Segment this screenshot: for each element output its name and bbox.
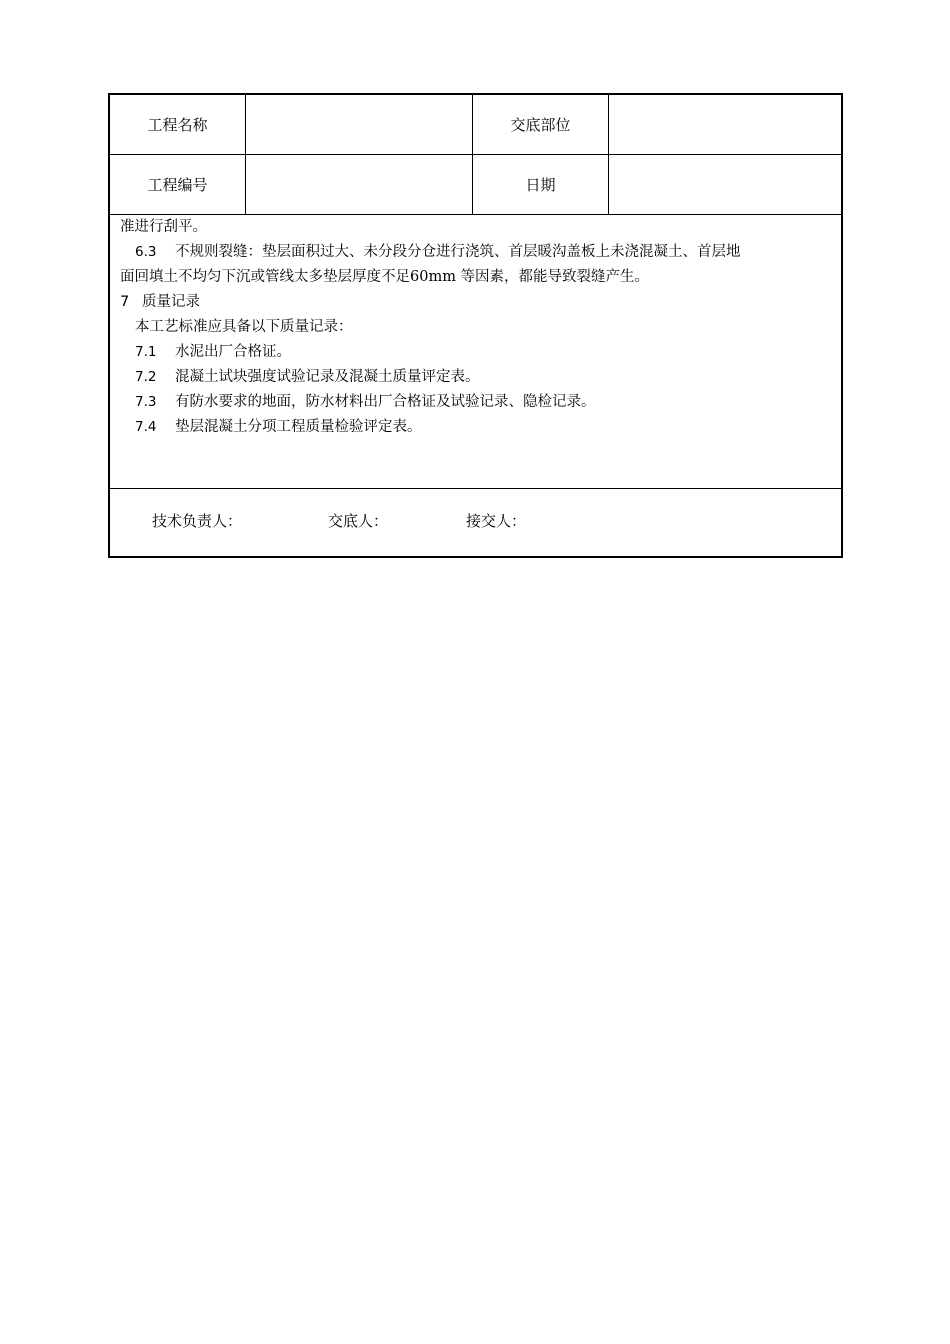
item-text: 不规则裂缝：垫层面积过大、未分段分仓进行浇筑、首层暖沟盖板上未浇混凝土、首层地 — [175, 244, 741, 260]
item-number: 7.3 — [135, 394, 157, 410]
list-item — [120, 365, 833, 390]
disclosure-form — [108, 93, 843, 558]
project-name-field[interactable] — [246, 95, 473, 154]
item-number: 6.3 — [135, 244, 157, 260]
content-line: 准进行刮平。 — [120, 219, 207, 235]
presenter-signature[interactable]: 交底人： — [328, 512, 389, 530]
item-text: 有防水要求的地面，防水材料出厂合格证及试验记录、隐检记录。 — [175, 394, 596, 410]
header-row-1 — [110, 95, 841, 155]
item-number: 7.2 — [135, 369, 157, 385]
item-text: 混凝土试块强度试验记录及混凝土质量评定表。 — [175, 369, 480, 385]
item-text: 水泥出厂合格证。 — [175, 344, 291, 360]
item-text: 垫层混凝土分项工程质量检验评定表。 — [175, 419, 422, 435]
date-label: 日期 — [473, 155, 609, 214]
list-item — [120, 390, 833, 415]
project-no-label: 工程编号 — [110, 155, 246, 214]
location-label: 交底部位 — [473, 95, 609, 154]
header-row-2 — [110, 155, 841, 215]
list-item — [120, 340, 833, 365]
section-intro: 本工艺标准应具备以下质量记录： — [135, 319, 353, 335]
location-field[interactable] — [609, 95, 841, 154]
section-heading — [120, 290, 833, 315]
date-field[interactable] — [609, 155, 841, 214]
tech-lead-signature[interactable]: 技术负责人： — [152, 512, 243, 530]
list-item — [120, 415, 833, 440]
section-title: 质量记录 — [142, 294, 200, 310]
project-name-label: 工程名称 — [110, 95, 246, 154]
receiver-signature[interactable]: 接交人： — [466, 512, 527, 530]
item-number: 7.1 — [135, 344, 157, 360]
signature-row — [110, 490, 841, 556]
section-number: 7 — [120, 294, 130, 310]
item-6-3-continuation: 面回填土不均匀下沉或管线太多垫层厚度不足60mm 等因素，都能导致裂缝产生。 — [120, 269, 650, 285]
project-no-field[interactable] — [246, 155, 473, 214]
disclosure-content — [110, 215, 841, 489]
item-number: 7.4 — [135, 419, 157, 435]
item-6-3 — [120, 240, 833, 265]
